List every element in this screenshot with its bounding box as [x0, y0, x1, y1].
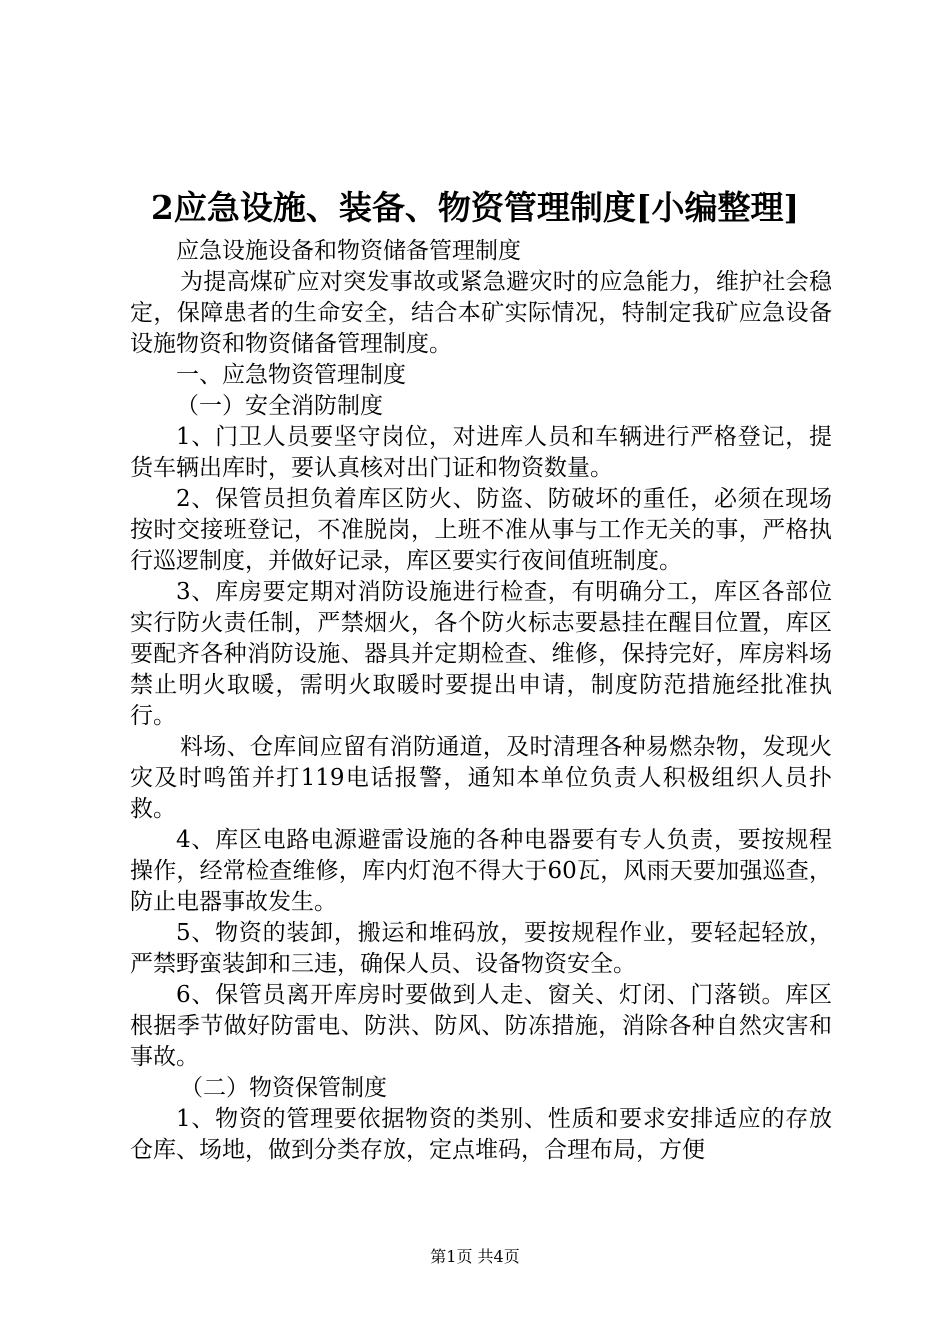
paragraph-item-5: 5、物资的装卸，搬运和堆码放，要按规程作业，要轻起轻放，严禁野蛮装卸和三违，确保人员、设备物资安全。 — [130, 920, 832, 977]
section-heading-1: 一、应急物资管理制度 — [176, 362, 406, 388]
page-title: 2应急设施、装备、物资管理制度[小编整理] — [150, 188, 800, 227]
paragraph-item-4: 4、库区电路电源避雷设施的各种电器要有专人负责，要按规程操作，经常检查维修，库内灯泡不得大于60瓦，风雨天要加强巡查，防止电器事故发生。 — [130, 827, 832, 915]
subsection-heading-1: （一）安全消防制度 — [176, 393, 383, 419]
paragraph-storage-item-1: 1、物资的管理要依据物资的类别、性质和要求安排适应的存放仓库、场地，做到分类存放，定点堆码，合理布局，方便 — [130, 1106, 832, 1163]
paragraph-intro: 为提高煤矿应对突发事故或紧急避灾时的应急能力，维护社会稳定，保障患者的生命安全，结合本矿实际情况，特制定我矿应急设备设施物资和物资储备管理制度。 — [130, 269, 832, 357]
paragraph-item-3: 3、库房要定期对消防设施进行检查，有明确分工，库区各部位实行防火责任制，严禁烟火，各个防火标志要悬挂在醒目位置，库区要配齐各种消防设施、器具并定期检查、维修，保持完好，库房料场禁止明火取暖，需明火取暖时要提出申请，制度防范措施经批准执行。 — [130, 579, 832, 729]
subsection-heading-2: （二）物资保管制度 — [180, 1075, 387, 1101]
paragraph-item-2: 2、保管员担负着库区防火、防盗、防破坏的重任，必须在现场按时交接班登记，不准脱岗，上班不准从事与工作无关的事，严格执行巡逻制度，并做好记录，库区要实行夜间值班制度。 — [130, 486, 832, 574]
document-body — [130, 236, 832, 1166]
paragraph-item-6: 6、保管员离开库房时要做到人走、窗关、灯闭、门落锁。库区根据季节做好防雷电、防洪、防风、防冻措施，消除各种自然灾害和事故。 — [130, 982, 832, 1070]
paragraph-subtitle: 应急设施设备和物资储备管理制度 — [176, 238, 521, 264]
paragraph-item-1: 1、门卫人员要坚守岗位，对进库人员和车辆进行严格登记，提货车辆出库时，要认真核对出门证和物资数量。 — [130, 424, 832, 481]
paragraph-fire-lanes: 料场、仓库间应留有消防通道，及时清理各种易燃杂物，发现火灾及时鸣笛并打119电话报警，通知本单位负责人积极组织人员扑救。 — [130, 734, 832, 822]
page-footer: 第1页 共4页 — [430, 1247, 520, 1266]
